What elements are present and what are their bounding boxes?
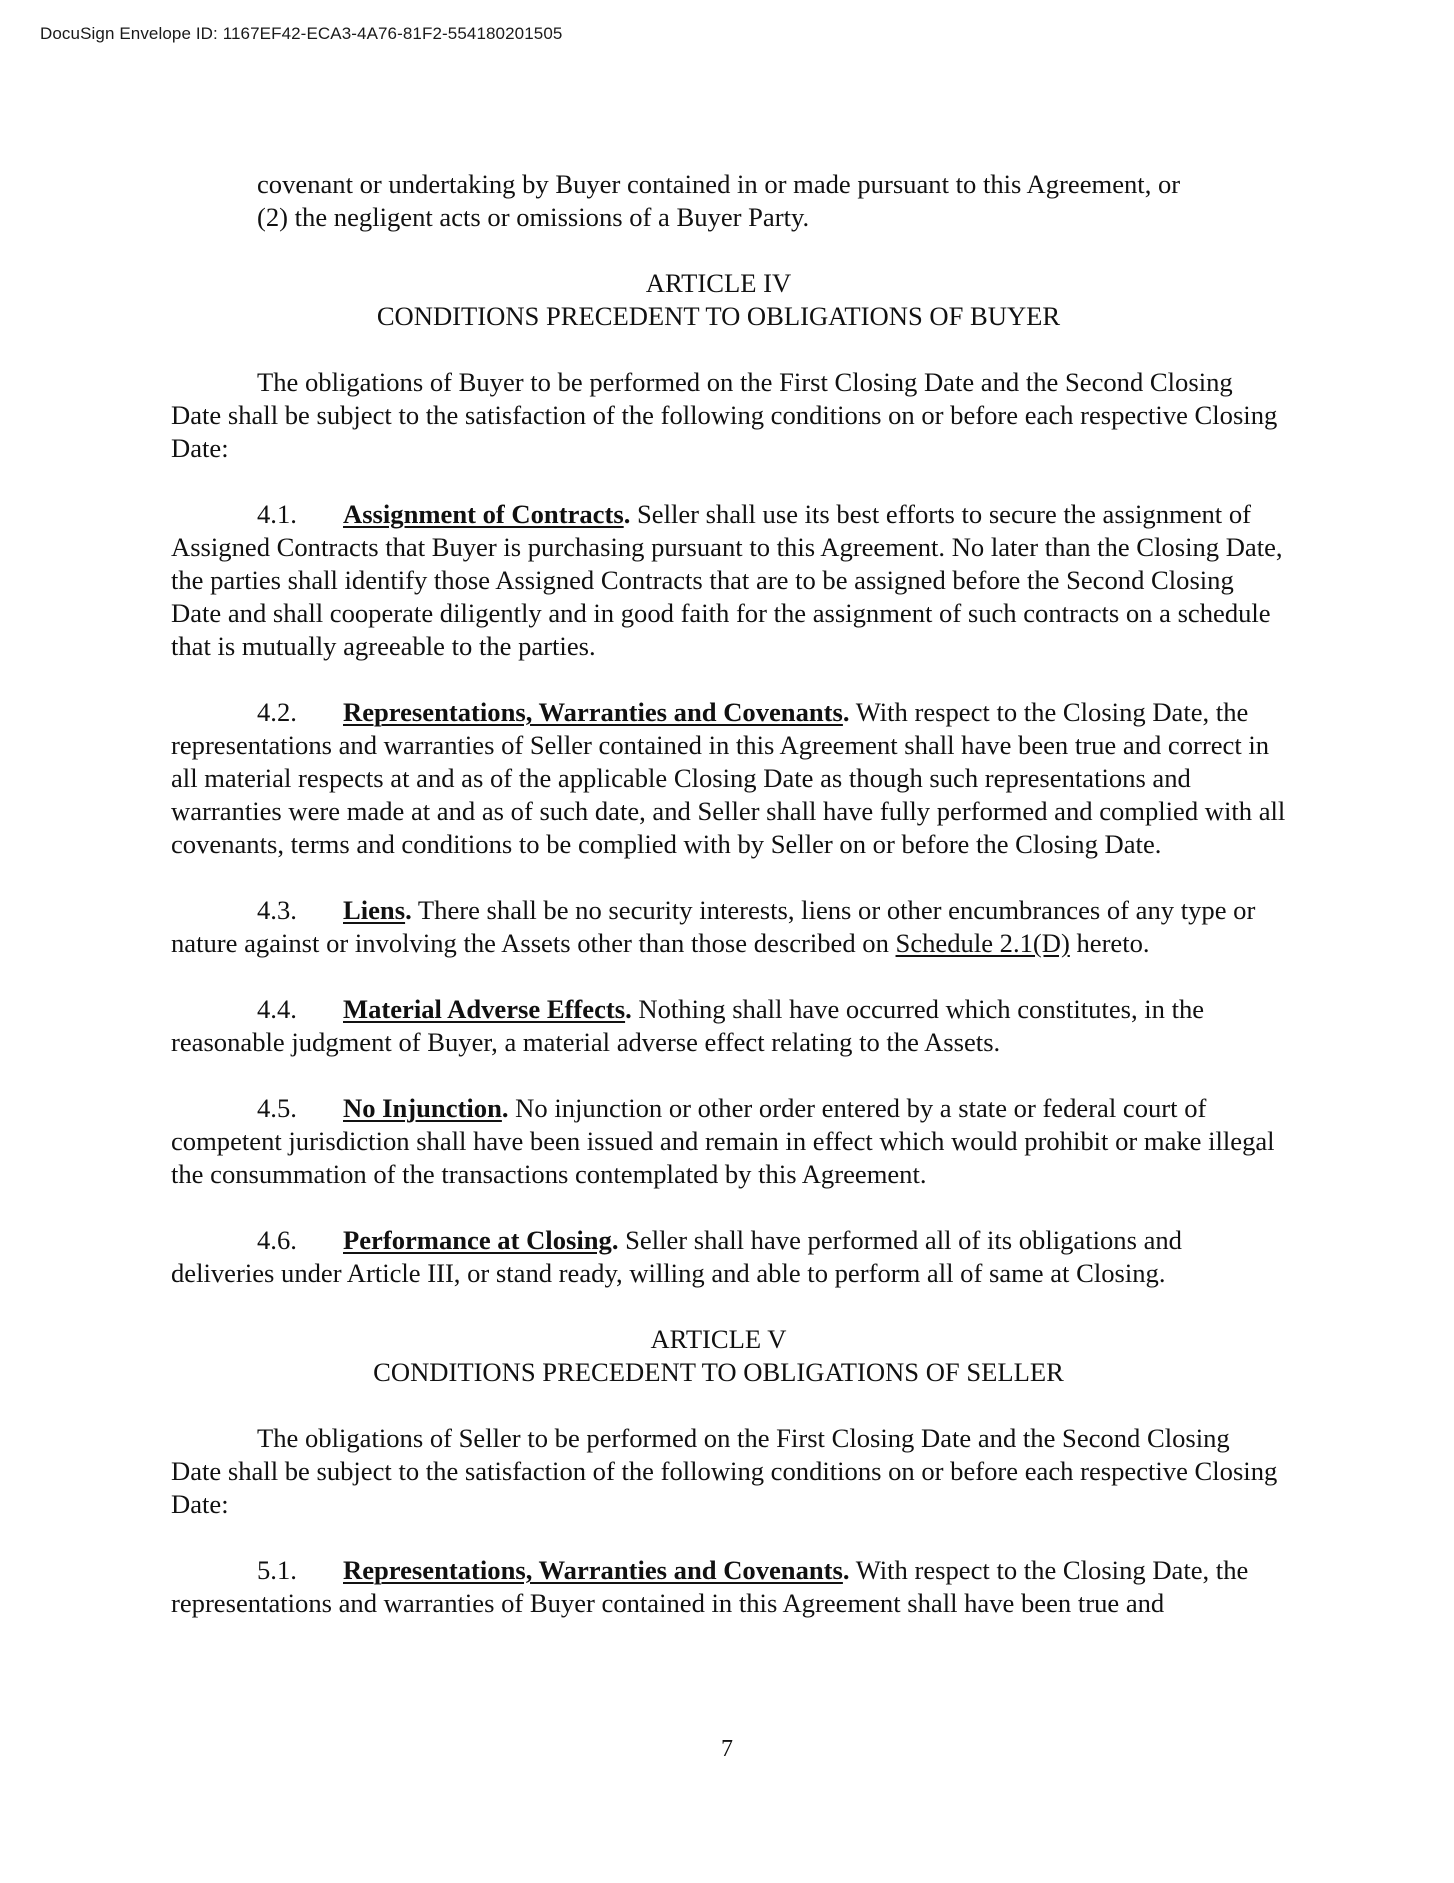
docusign-envelope-id: DocuSign Envelope ID: 1167EF42-ECA3-4A76-81F2-554180201505 <box>40 24 563 43</box>
section-text: No injunction or other order entered by a state or federal court of competent jurisdiction shall have been issued and remain in effect which would prohibit or make illegal the consummation of the transactions contemplated by this Agreement. <box>171 1093 1275 1189</box>
section-text: With respect to the Closing Date, the representations and warranties of Buyer contained in this Agreement shall have been true and <box>171 1555 1249 1618</box>
article-iv-heading <box>171 267 1286 333</box>
section-4-2: 4.2. Representations, Warranties and Covenants. With respect to the Closing Date, the representations and warranties of Seller contained in this Agreement shall have been true and correct in all material respects at and as of the applicable Closing Date as though such representations and warranties were made at and as of such date, and Seller shall have fully performed and complied with all covenants, terms and conditions to be complied with by Seller on or before the Closing Date. <box>171 697 1286 859</box>
continuation-paragraph <box>171 168 1286 234</box>
section-text: Seller shall use its best efforts to secure the assignment of Assigned Contracts that Buyer is purchasing pursuant to this Agreement. No later than the Closing Date, the parties shall identify those Assigned Contracts that are to be assigned before the Second Closing Date and shall cooperate diligently and in good faith for the assignment of such contracts on a schedule that is mutually agreeable to the parties. <box>171 499 1283 661</box>
section-4-6: 4.6. Performance at Closing. Seller shall have performed all of its obligations and deliveries under Article III, or stand ready, willing and able to perform all of same at Closing. <box>171 1225 1182 1288</box>
section-heading: Material Adverse Effects <box>343 994 626 1024</box>
section-text: With respect to the Closing Date, the representations and warranties of Seller contained in this Agreement shall have been true and correct in all material respects at and as of the applicable Closing Date as though such representations and warranties were made at and as of such date, and Seller shall have fully performed and complied with all covenants, terms and conditions to be complied with by Seller on or before the Closing Date. <box>171 697 1286 859</box>
section-heading: No Injunction <box>343 1093 502 1123</box>
section-number: 4.1. <box>257 499 297 529</box>
section-number: 4.4. <box>257 994 297 1024</box>
section-number: 4.2. <box>257 697 297 727</box>
article-v-heading <box>171 1323 1286 1389</box>
section-number: 5.1. <box>257 1555 297 1585</box>
section-text: Nothing shall have occurred which constitutes, in the reasonable judgment of Buyer, a material adverse effect relating to the Assets. <box>171 994 1205 1057</box>
section-number: 4.6. <box>257 1225 297 1255</box>
section-text: Seller shall have performed all of its obligations and deliveries under Article III, or stand ready, willing and able to perform all of same at Closing. <box>171 1225 1182 1288</box>
section-heading: Representations, Warranties and Covenants <box>343 697 843 727</box>
article-iv-title: CONDITIONS PRECEDENT TO OBLIGATIONS OF BUYER <box>376 301 1061 331</box>
section-heading: Performance at Closing <box>343 1225 612 1255</box>
section-heading: Representations, Warranties and Covenants <box>343 1555 843 1585</box>
article-v-title: CONDITIONS PRECEDENT TO OBLIGATIONS OF SELLER <box>373 1357 1064 1387</box>
article-iv-number: ARTICLE IV <box>645 268 792 298</box>
continuation-line-1: covenant or undertaking by Buyer contained in or made pursuant to this Agreement, or <box>257 169 1181 199</box>
page-number: 7 <box>721 1736 733 1762</box>
schedule-reference: Schedule 2.1(D) <box>895 928 1070 958</box>
section-number: 4.3. <box>257 895 297 925</box>
section-4-1: 4.1. Assignment of Contracts. Seller shall use its best efforts to secure the assignment of Assigned Contracts that Buyer is purchasing pursuant to this Agreement. No later than the Closing Date, the parties shall identify those Assigned Contracts that are to be assigned before the Second Closing Date and shall cooperate diligently and in good faith for the assignment of such contracts on a schedule that is mutually agreeable to the parties. <box>171 499 1283 661</box>
section-heading: Liens <box>343 895 406 925</box>
section-text-after: hereto. <box>1069 928 1150 958</box>
section-heading: Assignment of Contracts <box>343 499 624 529</box>
continuation-line-2: (2) the negligent acts or omissions of a Buyer Party. <box>257 202 810 232</box>
article-v-number: ARTICLE V <box>650 1324 787 1354</box>
section-number: 4.5. <box>257 1093 297 1123</box>
document-body <box>171 168 1286 1620</box>
section-4-3: 4.3. Liens. There shall be no security interests, liens or other encumbrances of any type or nature against or involving the Assets other than those described on Schedule 2.1(D) hereto. <box>171 895 1256 958</box>
section-5-1: 5.1. Representations, Warranties and Covenants. With respect to the Closing Date, the representations and warranties of Buyer contained in this Agreement shall have been true and <box>171 1555 1249 1618</box>
section-text: There shall be no security interests, liens or other encumbrances of any type or nature against or involving the Assets other than those described on <box>171 895 1256 958</box>
article-iv-intro: The obligations of Buyer to be performed on the First Closing Date and the Second Closing Date shall be subject to the satisfaction of the following conditions on or before each respective Closing Date: <box>171 367 1278 463</box>
section-4-5: 4.5. No Injunction. No injunction or other order entered by a state or federal court of competent jurisdiction shall have been issued and remain in effect which would prohibit or make illegal the consummation of the transactions contemplated by this Agreement. <box>171 1093 1275 1189</box>
article-v-intro: The obligations of Seller to be performed on the First Closing Date and the Second Closing Date shall be subject to the satisfaction of the following conditions on or before each respective Closing Date: <box>171 1423 1278 1519</box>
section-4-4: 4.4. Material Adverse Effects. Nothing shall have occurred which constitutes, in the reasonable judgment of Buyer, a material adverse effect relating to the Assets. <box>171 994 1205 1057</box>
